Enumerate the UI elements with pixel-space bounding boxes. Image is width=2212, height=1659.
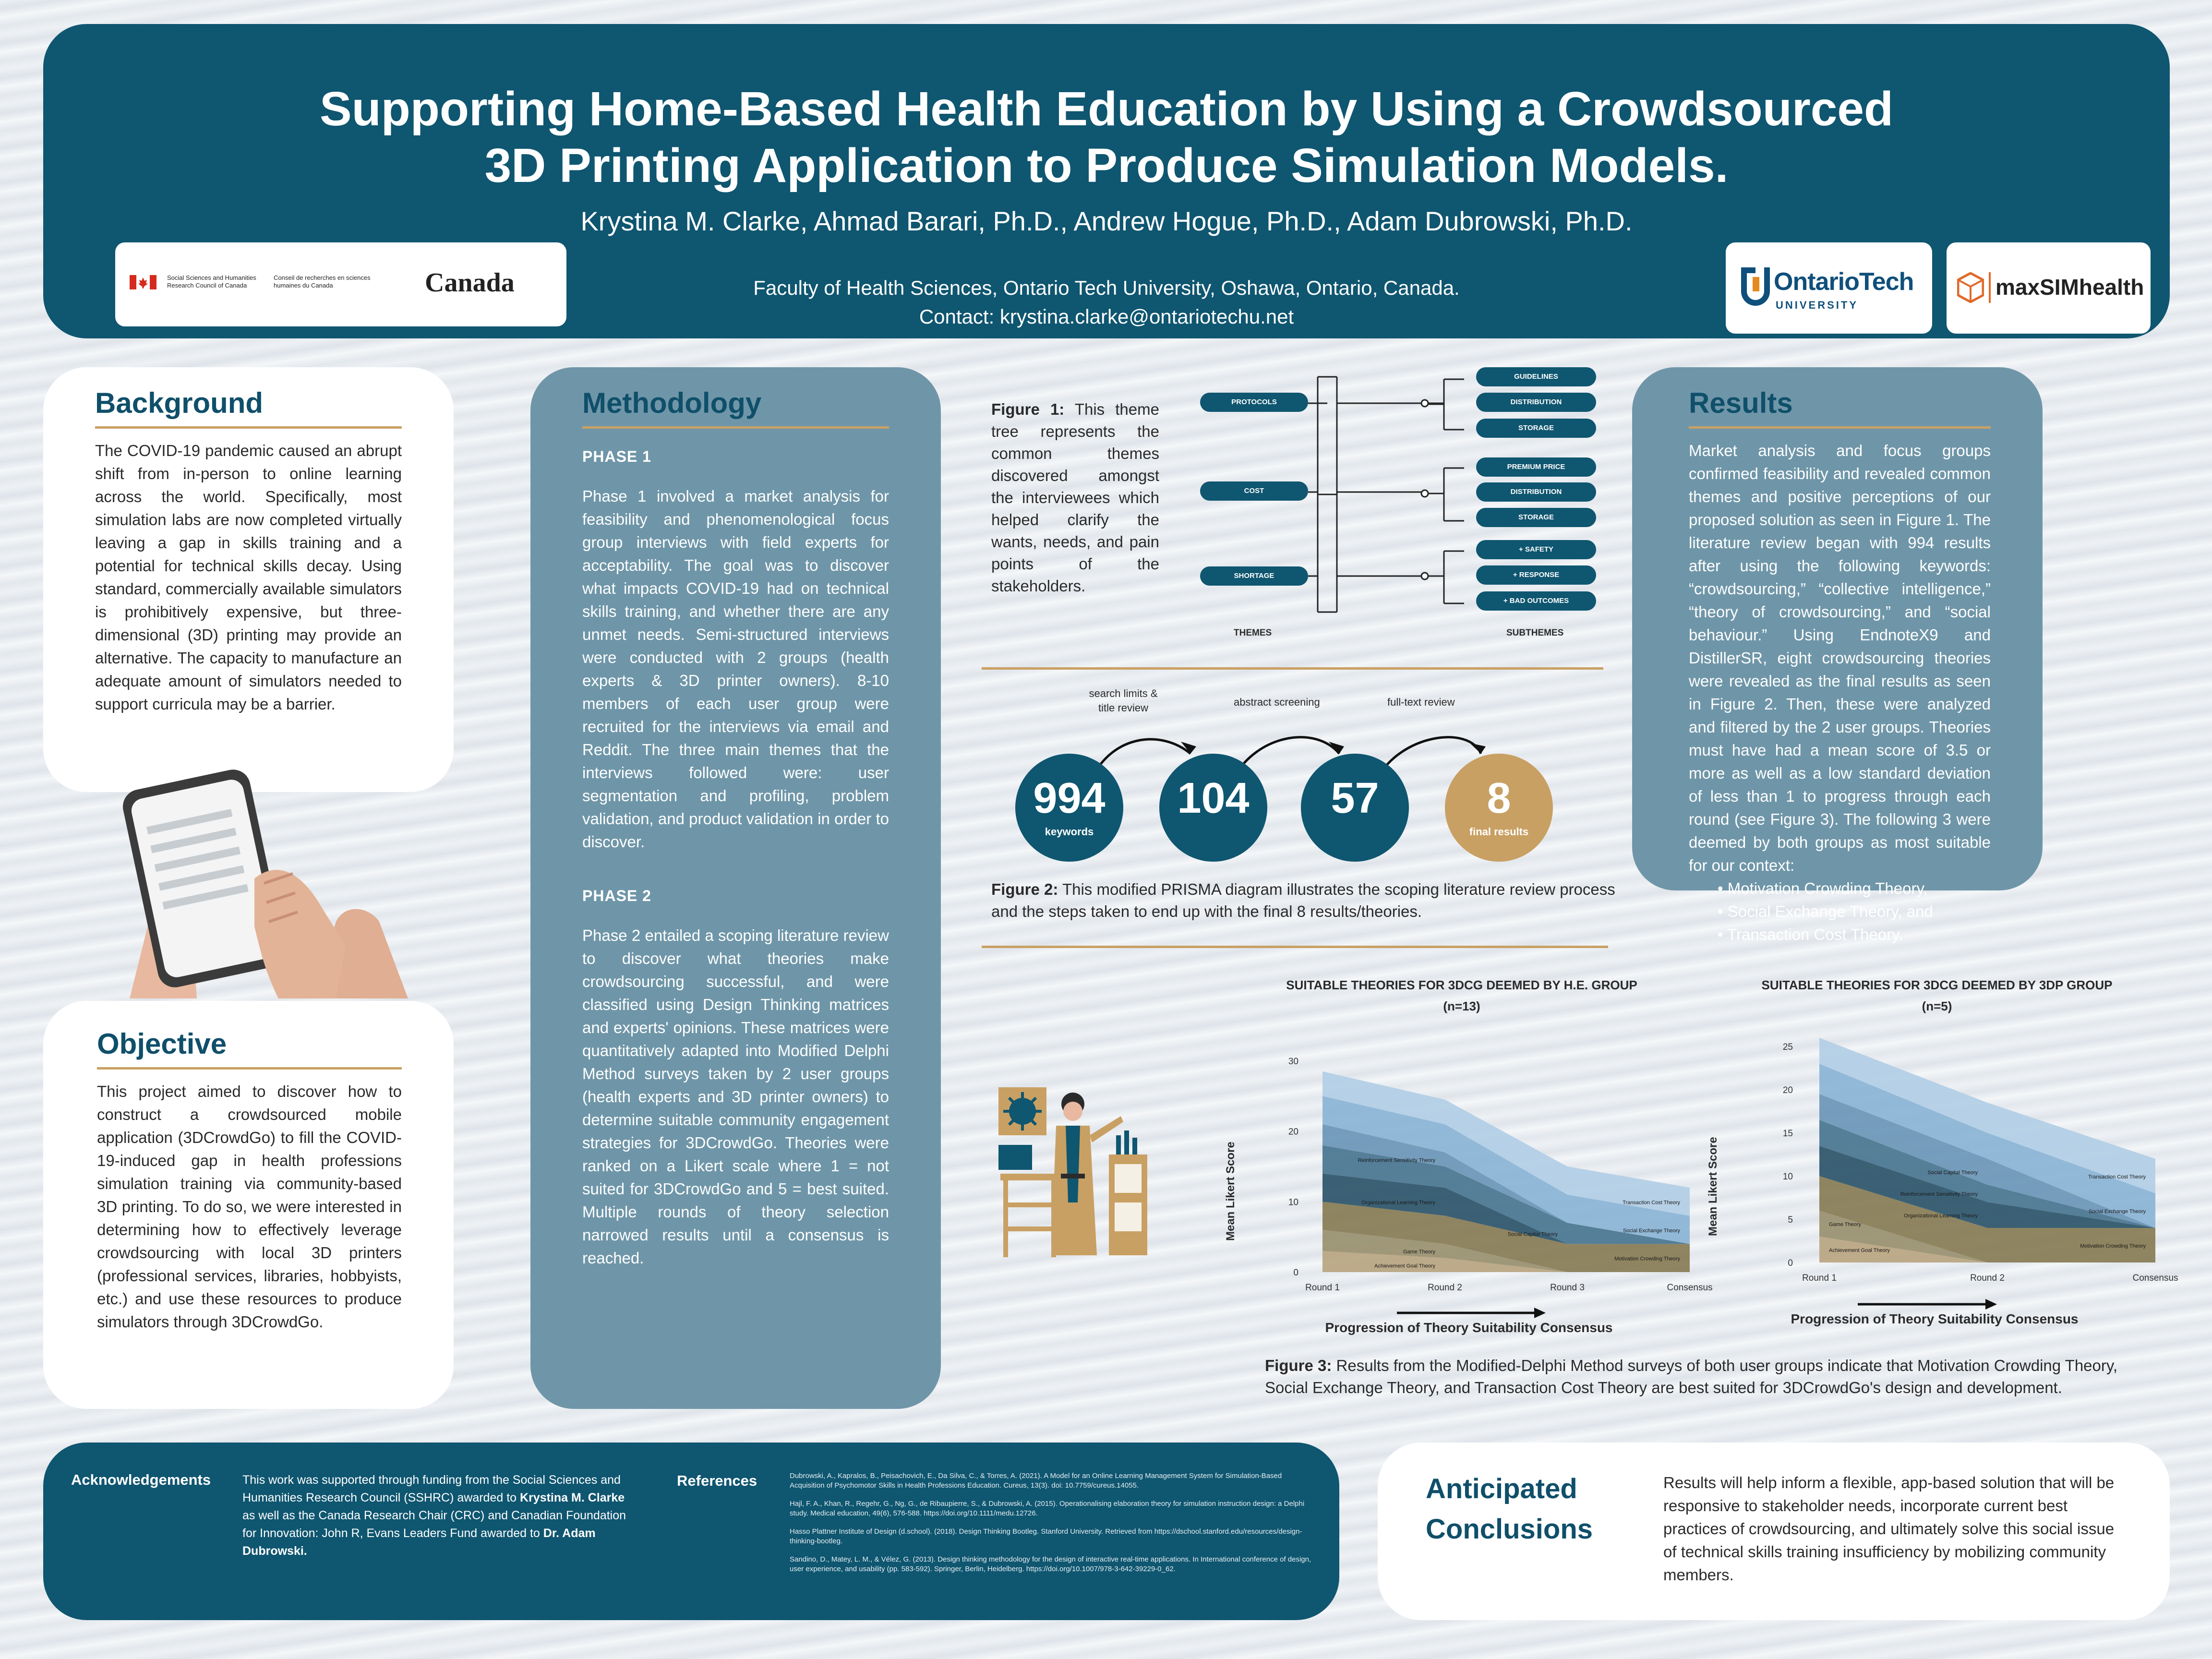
conclusions-text: Results will help inform a flexible, app-based solution that will be responsive to stakeholder needs, incorporate current best practices of crowdsourcing, and ultimately solve this social issue of technical skills training insufficiency by mobilizing community members. bbox=[1663, 1474, 2115, 1584]
sshrc-logo bbox=[115, 242, 566, 326]
acknowledgements-heading: Acknowledgements bbox=[71, 1471, 211, 1488]
ack-name-2: Dr. Adam Dubrowski. bbox=[242, 1527, 596, 1558]
scientist-illustration bbox=[994, 1082, 1152, 1260]
phase1-text: Phase 1 involved a market analysis for feasibility and phenomenological focus group interviews with field experts for acceptability. The goal was to discover what impacts COVID-19 had on technical skills training, and whether there are any unmet needs. Semi-structured interviews were conducted with 2 groups (health experts & 3D printer owners). 8-10 members of each user group were recruited for the interviews via email and Reddit. The three main themes that the interviews followed were: user segmentation and profiling, problem validation, and product validation in order to discover. bbox=[582, 487, 889, 851]
objective-heading: Objective bbox=[97, 1027, 402, 1070]
figure3-text: Results from the Modified-Delphi Method surveys of both user groups indicate that Motivation Crowding Theory, Social Exchange Theory, and Transaction Cost Theory are best suited for 3DCrowdGo's design and development. bbox=[1265, 1357, 2118, 1396]
ontario-tech-name: OntarioTech bbox=[1774, 268, 1914, 296]
chart-he-svg bbox=[1210, 970, 1714, 1315]
subtheme-guidelines: GUIDELINES bbox=[1476, 367, 1596, 386]
results-bullet: • Motivation Crowding Theory, bbox=[1718, 879, 1928, 897]
references-heading: References bbox=[677, 1472, 757, 1489]
methodology-panel bbox=[530, 367, 941, 1409]
count-57 bbox=[1301, 754, 1409, 862]
footer-panel bbox=[43, 1443, 1339, 1620]
count-8-value: 8 bbox=[1487, 774, 1511, 822]
figure2-text: This modified PRISMA diagram illustrates the scoping literature review process and the steps taken to end up with the final 8 results/theories. bbox=[991, 880, 1615, 920]
series-label: Achievement Goal Theory bbox=[1829, 1248, 1890, 1253]
acknowledgements-text bbox=[242, 1471, 631, 1560]
chart-he-subtitle: (n=13) bbox=[1443, 999, 1480, 1013]
chart-he-ylabel: Mean Likert Score bbox=[1224, 1142, 1237, 1241]
affiliation: Faculty of Health Sciences, Ontario Tech University, Oshawa, Ontario, Canada. bbox=[753, 276, 1460, 299]
figure1-text: This theme tree represents the common themes discovered amongst the interviewees which helped clarify the wants, needs, and pain points of the stakeholders. bbox=[991, 400, 1159, 595]
y-tick-label: 0 bbox=[1788, 1258, 1793, 1268]
results-panel bbox=[1632, 367, 2043, 943]
figure3-label: Figure 3: bbox=[1265, 1357, 1332, 1374]
maxsim-name: maxSIMhealth bbox=[1996, 275, 2144, 300]
results-bullet-text: Motivation Crowding Theory, bbox=[1727, 879, 1928, 897]
series-label: Reinforcement Sensitivity Theory bbox=[1900, 1191, 1978, 1197]
subtheme-storage-2: STORAGE bbox=[1476, 508, 1596, 527]
count-104 bbox=[1159, 754, 1267, 862]
figure1-caption bbox=[991, 398, 1159, 597]
subtheme-response: + RESPONSE bbox=[1476, 565, 1596, 585]
objective-text: This project aimed to discover how to construct a crowdsourced mobile application (3DCrowdGo) to fill the COVID-19-induced gap in health professions simulation training via community-based 3D printing. To do so, we were interested in determining how to effectively leverage crowdsourcing with local 3D printers (professional services, libraries, hobbyists, etc.) and use these resources to produce simulators through 3DCrowdGo. bbox=[97, 1082, 402, 1331]
y-tick-label: 10 bbox=[1782, 1172, 1793, 1182]
count-8 bbox=[1445, 754, 1553, 862]
sshrc-name-en: Social Sciences and Humanities Research Council of Canada bbox=[167, 274, 256, 289]
maxsim-divider bbox=[1989, 272, 1991, 303]
ack-name-1: Krystina M. Clarke bbox=[520, 1491, 625, 1504]
chart-3dp-title: SUITABLE THEORIES FOR 3DCG DEEMED BY 3DP GROUP bbox=[1761, 978, 2113, 992]
step-search-limits: search limits & title review bbox=[1089, 687, 1158, 714]
phase2-label: PHASE 2 bbox=[582, 887, 651, 904]
series-label: Transaction Cost Theory bbox=[1623, 1200, 1680, 1206]
phase2-text: Phase 2 entailed a scoping literature review to discover what theories make crowdsourcing successful, and were classified using Design Thinking matrices and experts' opinions. These matrices were quantitatively adapted into Modified Delphi Method surveys taken by 2 user groups (health experts and 3D printer owners) to determine suitable community engagement strategies for 3DCrowdGo. Theories were ranked on a Likert scale where 1 = not suited for 3DCrowdGo and 5 = best suited. Multiple rounds of theory selection narrowed results until a consensus is reached. bbox=[582, 926, 889, 1267]
background-text: The COVID-19 pandemic caused an abrupt shift from in-person to online learning across the world. Specifically, most simulation labs are now completed virtually leaving a gap in skills training and a potential for technical skills decay. Using standard, commercially available simulators is prohibitively expensive, but three-dimensional (3D) printing may provide an alternative. The capacity to manufacture an adequate amount of simulators needed to support curricula may be a barrier. bbox=[95, 442, 402, 713]
canada-flag-icon bbox=[130, 275, 156, 289]
poster-title bbox=[43, 81, 2170, 194]
themes-label: THEMES bbox=[1234, 628, 1272, 638]
ack-text-1: This work was supported through funding from the Social Sciences and Humanities Research Council (SSHRC) awarded to bbox=[242, 1473, 621, 1504]
reference-item: Hasso Plattner Institute of Design (d.school). (2018). Design Thinking Bootleg. Stanford University. Retrieved from https://dschool.stanford.edu/resources/design-thinking-bootleg. bbox=[790, 1527, 1302, 1545]
y-tick-label: 25 bbox=[1782, 1042, 1793, 1052]
prisma-diagram bbox=[1008, 682, 1603, 864]
count-104-value: 104 bbox=[1177, 774, 1250, 822]
chart-3dp-ylabel: Mean Likert Score bbox=[1707, 1137, 1719, 1236]
results-text: Market analysis and focus groups confirmed feasibility and revealed common themes and positive perceptions of our proposed solution as seen in Figure 1. The literature review began with 994 results after using the following keywords: “crowdsourcing,” “collective intelligence,” “theory of crowdsourcing,” and “social behaviour.” Using EndnoteX9 and DistillerSR, eight crowdsourcing theories were revealed as the final results as seen in Figure 2. Then, these were analyzed and filtered by the 2 user groups. Theories must have had a mean score of 3.5 or more as well as a low standard deviation of less than 1 to progress through each round (see Figure 3). The following 3 were deemed by both groups as most suitable for our context: bbox=[1689, 442, 1991, 874]
figure2-caption bbox=[991, 878, 1615, 923]
phone-illustration bbox=[120, 763, 418, 998]
y-tick-label: 20 bbox=[1782, 1085, 1793, 1095]
divider-2 bbox=[982, 946, 1608, 948]
count-994-label: keywords bbox=[1045, 826, 1094, 838]
y-tick-label: 0 bbox=[1293, 1268, 1298, 1278]
authors: Krystina M. Clarke, Ahmad Barari, Ph.D., Andrew Hogue, Ph.D., Adam Dubrowski, Ph.D. bbox=[580, 206, 1633, 236]
series-label: Social Exchange Theory bbox=[2088, 1209, 2146, 1214]
background-heading: Background bbox=[95, 386, 402, 429]
x-tick-label: Round 2 bbox=[1428, 1283, 1462, 1293]
series-label: Motivation Crowding Theory bbox=[2080, 1243, 2146, 1249]
y-tick-label: 10 bbox=[1288, 1197, 1298, 1208]
chart-3dp-ylabel-wrap bbox=[1707, 1137, 1726, 1238]
scientist-lab-icon bbox=[994, 1082, 1152, 1260]
subtheme-safety: + SAFETY bbox=[1476, 540, 1596, 559]
results-heading: Results bbox=[1689, 386, 1991, 429]
series-label: Social Exchange Theory bbox=[1623, 1228, 1680, 1234]
y-tick-label: 15 bbox=[1782, 1129, 1793, 1139]
title-line-2: 3D Printing Application to Produce Simulation Models. bbox=[484, 139, 1729, 192]
chart-3dp-subtitle: (n=5) bbox=[1922, 999, 1952, 1013]
chart-he-ylabel-wrap bbox=[1224, 1142, 1243, 1243]
ontario-tech-logo bbox=[1726, 242, 1932, 334]
subtheme-distribution-2: DISTRIBUTION bbox=[1476, 482, 1596, 502]
theme-protocols: PROTOCOLS bbox=[1200, 393, 1308, 412]
series-label: Transaction Cost Theory bbox=[2088, 1174, 2146, 1180]
x-tick-label: Round 3 bbox=[1550, 1283, 1585, 1293]
divider-1 bbox=[982, 667, 1603, 670]
ontario-tech-sub: UNIVERSITY bbox=[1776, 299, 1859, 311]
results-bullet: • Social Exchange Theory, and bbox=[1718, 902, 1933, 920]
subtheme-premium-price: PREMIUM PRICE bbox=[1476, 457, 1596, 477]
chart-3dp-group bbox=[1690, 970, 2184, 1354]
step-abstract-screening: abstract screening bbox=[1234, 696, 1320, 708]
subthemes-label: SUBTHEMES bbox=[1506, 628, 1564, 638]
progression-arrow-icon-2 bbox=[1858, 1297, 1997, 1311]
theme-shortage: SHORTAGE bbox=[1200, 566, 1308, 586]
step-full-text-review: full-text review bbox=[1387, 696, 1455, 708]
conclusions-panel bbox=[1378, 1443, 2170, 1620]
x-tick-label: Consensus bbox=[2132, 1273, 2178, 1283]
reference-item: Dubrowski, A., Kapralos, B., Peisachovich, E., Da Silva, C., & Torres, A. (2021). A Model for an Online Learning Management System for Simulation-Based Acquisition of Psychomotor Skills in Health Professions Education. Cureus, 13(3). doi: 10.7759/cureus.14055. bbox=[790, 1472, 1282, 1490]
x-tick-label: Consensus bbox=[1667, 1283, 1713, 1293]
chart-3dp-progression-label: Progression of Theory Suitability Consensus bbox=[1791, 1311, 2079, 1326]
maxsim-logo bbox=[1947, 242, 2151, 334]
x-tick-label: Round 1 bbox=[1305, 1283, 1340, 1293]
figure2-label: Figure 2: bbox=[991, 880, 1058, 898]
results-bullet-text: Social Exchange Theory, and bbox=[1727, 902, 1933, 920]
phase1-label: PHASE 1 bbox=[582, 448, 651, 465]
series-label: Motivation Crowding Theory bbox=[1614, 1256, 1680, 1262]
theme-cost: COST bbox=[1200, 481, 1308, 501]
background-panel bbox=[43, 367, 454, 792]
chart-he-progression-label: Progression of Theory Suitability Consensus bbox=[1325, 1320, 1613, 1335]
reference-item: Sandino, D., Matey, L. M., & Vélez, G. (2013). Design thinking methodology for the design of interactive real-time applications. In International conference of design, user experience, and usability (pp. 583-592). Springer, Berlin, Heidelberg. https://doi.org/10.1007/978-3-642-39229-0_62. bbox=[790, 1555, 1311, 1573]
ontario-tech-mark-icon bbox=[1736, 263, 1770, 311]
results-bullet: • Transaction Cost Theory. bbox=[1718, 926, 1903, 943]
conclusions-heading-1: Anticipated bbox=[1426, 1473, 1577, 1504]
canada-wordmark: Canada bbox=[425, 268, 515, 298]
subtheme-distribution: DISTRIBUTION bbox=[1476, 393, 1596, 412]
results-bullet-list bbox=[1689, 877, 1991, 946]
y-tick-label: 5 bbox=[1788, 1215, 1793, 1225]
count-994 bbox=[1015, 754, 1123, 862]
contact: Contact: krystina.clarke@ontariotechu.net bbox=[919, 305, 1294, 328]
subtheme-storage: STORAGE bbox=[1476, 419, 1596, 438]
hands-phone-icon bbox=[120, 763, 418, 998]
series-label: Game Theory bbox=[1403, 1249, 1435, 1255]
x-tick-label: Round 2 bbox=[1970, 1273, 2005, 1283]
series-label: Social Capital Theory bbox=[1507, 1231, 1558, 1238]
results-bullet-text: Transaction Cost Theory. bbox=[1727, 926, 1903, 943]
poster-header bbox=[43, 24, 2170, 338]
series-label: Reinforcement Sensitivity Theory bbox=[1358, 1157, 1435, 1164]
count-8-label: final results bbox=[1469, 826, 1529, 838]
count-57-value: 57 bbox=[1331, 774, 1379, 822]
y-tick-label: 20 bbox=[1288, 1127, 1298, 1137]
series-label: Social Capital Theory bbox=[1927, 1170, 1978, 1176]
y-tick-label: 30 bbox=[1288, 1057, 1298, 1067]
methodology-heading: Methodology bbox=[582, 386, 889, 429]
series-label: Achievement Goal Theory bbox=[1374, 1263, 1435, 1269]
objective-panel bbox=[43, 1001, 454, 1409]
chart-he-title: SUITABLE THEORIES FOR 3DCG DEEMED BY H.E. GROUP bbox=[1286, 978, 1637, 992]
references-list bbox=[790, 1471, 1313, 1574]
series-label: Game Theory bbox=[1829, 1222, 1862, 1227]
reference-item: Hajl, F. A., Khan, R., Regehr, G., Ng, G., de Ribaupierre, S., & Dubrowski, A. (2015). Operationalising elaboration theory for simulation instruction design: a Delphi study. Medical education, 49(6), 576-588. https://doi.org/10.1111/medu.12726. bbox=[790, 1500, 1305, 1517]
series-label: Organizational Learning Theory bbox=[1904, 1213, 1978, 1219]
figure1-label: Figure 1: bbox=[991, 400, 1065, 418]
progression-arrow-icon bbox=[1397, 1306, 1546, 1320]
conclusions-heading-2: Conclusions bbox=[1426, 1514, 1593, 1545]
series-label: Organizational Learning Theory bbox=[1361, 1200, 1435, 1206]
subtheme-bad-outcomes: + BAD OUTCOMES bbox=[1476, 591, 1596, 611]
x-tick-label: Round 1 bbox=[1802, 1273, 1837, 1283]
figure3-caption bbox=[1265, 1355, 2158, 1399]
maxsim-cube-icon bbox=[1957, 272, 1984, 303]
ack-text-2: as well as the Canada Research Chair (CRC) and Canadian Foundation for Innovation: John R, Evans Leaders Fund awarded to bbox=[242, 1509, 626, 1540]
theme-tree bbox=[1195, 365, 1603, 643]
count-994-value: 994 bbox=[1033, 774, 1106, 822]
conclusions-heading bbox=[1426, 1469, 1593, 1550]
chart-he-group bbox=[1210, 970, 1714, 1354]
title-line-1: Supporting Home-Based Health Education by Using a Crowdsourced bbox=[319, 82, 1894, 136]
chart-3dp-svg bbox=[1690, 970, 2184, 1315]
sshrc-name-fr: Conseil de recherches en sciences humaines du Canada bbox=[274, 274, 371, 289]
